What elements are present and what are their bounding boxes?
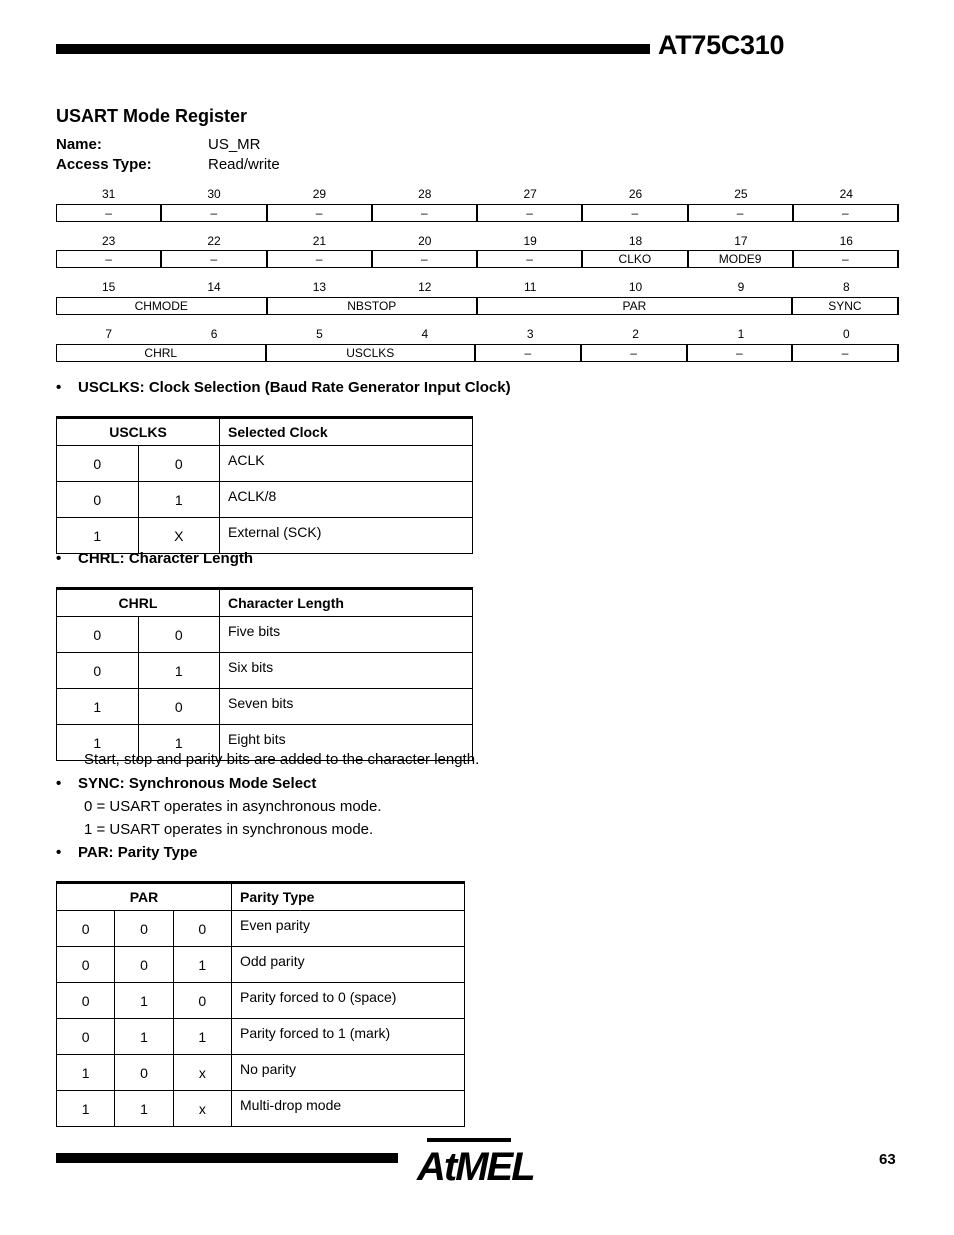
name-label: Name: — [56, 136, 102, 153]
register-field: – — [268, 251, 373, 267]
table-row — [57, 1091, 465, 1127]
bullet-icon: • — [56, 844, 62, 861]
description-cell: Five bits — [220, 617, 473, 653]
bit-value-cell: 0 — [57, 617, 139, 653]
bit-value-cell: 1 — [173, 947, 231, 983]
bit-number: 24 — [839, 187, 853, 201]
register-field: – — [793, 345, 899, 361]
bit-value-cell: 0 — [115, 911, 173, 947]
table-header-row — [57, 883, 465, 911]
bit-value-cell: 0 — [115, 1055, 173, 1091]
register-field: – — [794, 205, 899, 221]
bit-number: 17 — [734, 234, 748, 248]
description-cell: Parity forced to 1 (mark) — [232, 1019, 465, 1055]
bit-number: 6 — [210, 327, 218, 341]
register-field-row — [56, 297, 899, 315]
table-row — [57, 653, 473, 689]
bit-value-cell: 0 — [138, 617, 220, 653]
bit-number: 3 — [526, 327, 534, 341]
table-row — [57, 617, 473, 653]
bit-value-cell: 0 — [57, 911, 115, 947]
bit-value-cell: 1 — [173, 1019, 231, 1055]
bit-number: 11 — [523, 280, 537, 294]
bit-value-cell: 1 — [57, 689, 139, 725]
register-field: – — [268, 205, 373, 221]
bit-value-cell: 1 — [57, 518, 139, 554]
bit-number: 28 — [418, 187, 432, 201]
table-row — [57, 689, 473, 725]
usclks-column-header: USCLKS — [57, 418, 220, 446]
description-cell: Parity forced to 0 (space) — [232, 983, 465, 1019]
description-cell: No parity — [232, 1055, 465, 1091]
bit-number: 1 — [737, 327, 745, 341]
bit-value-cell: 1 — [115, 1019, 173, 1055]
register-field: PAR — [478, 298, 793, 314]
register-field: – — [57, 205, 162, 221]
bit-value-cell: 0 — [138, 689, 220, 725]
bit-value-cell: 1 — [138, 482, 220, 518]
bit-number: 22 — [207, 234, 221, 248]
bit-value-cell: 0 — [138, 446, 220, 482]
description-cell: External (SCK) — [220, 518, 473, 554]
bit-value-cell: 1 — [138, 725, 220, 761]
bit-number: 9 — [737, 280, 745, 294]
usclks-heading-text: USCLKS: Clock Selection (Baud Rate Generator Input Clock) — [78, 379, 511, 396]
selected-clock-column-header: Selected Clock — [220, 418, 473, 446]
bit-value-cell: 0 — [57, 482, 139, 518]
description-cell: ACLK/8 — [220, 482, 473, 518]
table-row — [57, 983, 465, 1019]
register-field: – — [373, 205, 478, 221]
register-field: – — [476, 345, 582, 361]
bit-value-cell: 1 — [57, 1091, 115, 1127]
bit-number: 26 — [628, 187, 643, 201]
bit-number: 8 — [842, 280, 850, 294]
name-value: US_MR — [208, 136, 261, 153]
bit-number: 18 — [628, 234, 643, 248]
table-row — [57, 911, 465, 947]
bit-number: 4 — [421, 327, 429, 341]
register-field: – — [162, 205, 267, 221]
register-field-row — [56, 344, 899, 362]
bit-number: 2 — [632, 327, 639, 341]
bit-value-cell: 1 — [115, 983, 173, 1019]
register-field: USCLKS — [267, 345, 477, 361]
register-field: CLKO — [583, 251, 688, 267]
bit-value-cell: X — [138, 518, 220, 554]
bit-number: 20 — [418, 234, 432, 248]
table-row — [57, 947, 465, 983]
description-cell: Six bits — [220, 653, 473, 689]
chrl-heading — [56, 550, 253, 567]
bit-number: 0 — [842, 327, 850, 341]
header-rule — [56, 44, 650, 54]
bit-number: 19 — [523, 234, 537, 248]
bit-number: 21 — [312, 234, 327, 248]
register-field: – — [478, 205, 583, 221]
bit-number: 30 — [207, 187, 221, 201]
bit-value-cell: x — [173, 1091, 231, 1127]
bit-value-cell: 1 — [138, 653, 220, 689]
bit-value-cell: 0 — [57, 653, 139, 689]
register-field: – — [582, 345, 688, 361]
bit-number: 15 — [102, 280, 116, 294]
bit-number: 10 — [628, 280, 643, 294]
usclks-heading — [56, 379, 511, 396]
sync-value-1: 1 = USART operates in synchronous mode. — [84, 821, 374, 838]
chrl-note: Start, stop and parity bits are added to the character length. — [84, 751, 480, 768]
table-row — [57, 446, 473, 482]
page-number: 63 — [879, 1151, 896, 1168]
table-row — [57, 518, 473, 554]
description-cell: ACLK — [220, 446, 473, 482]
par-table — [56, 881, 465, 1127]
register-field: – — [57, 251, 162, 267]
bit-number: 14 — [207, 280, 221, 294]
document-title: AT75C310 — [658, 30, 785, 60]
bit-number: 29 — [312, 187, 327, 201]
bit-number: 25 — [734, 187, 748, 201]
par-column-header: PAR — [57, 883, 232, 911]
register-field: – — [688, 345, 794, 361]
bullet-icon: • — [56, 775, 62, 792]
bit-value-cell: 0 — [57, 983, 115, 1019]
bit-value-cell: 1 — [57, 1055, 115, 1091]
table-header-row — [57, 589, 473, 617]
bit-value-cell: 1 — [115, 1091, 173, 1127]
section-title: USART Mode Register — [56, 106, 248, 126]
bit-number: 31 — [102, 187, 116, 201]
sync-value-0: 0 = USART operates in asynchronous mode. — [84, 798, 382, 815]
register-field: – — [794, 251, 899, 267]
bit-value-cell: x — [173, 1055, 231, 1091]
bit-number-row — [56, 280, 899, 296]
bullet-icon: • — [56, 379, 62, 396]
parity-type-column-header: Parity Type — [232, 883, 465, 911]
bit-value-cell: 0 — [173, 911, 231, 947]
bit-number-row — [56, 234, 899, 250]
par-heading — [56, 844, 197, 861]
bit-number: 12 — [418, 280, 432, 294]
chrl-column-header: CHRL — [57, 589, 220, 617]
bit-value-cell: 0 — [57, 1019, 115, 1055]
table-row — [57, 1055, 465, 1091]
bit-number: 5 — [316, 327, 323, 341]
register-field-row — [56, 250, 899, 268]
register-field: – — [373, 251, 478, 267]
bit-number: 7 — [105, 327, 113, 341]
bullet-icon: • — [56, 550, 62, 567]
character-length-column-header: Character Length — [220, 589, 473, 617]
register-field: – — [583, 205, 688, 221]
bit-number: 23 — [102, 234, 116, 248]
bit-value-cell: 0 — [115, 947, 173, 983]
par-heading-text: PAR: Parity Type — [78, 844, 198, 861]
bit-value-cell: 1 — [57, 725, 139, 761]
table-header-row — [57, 418, 473, 446]
register-field: CHMODE — [57, 298, 268, 314]
atmel-logo — [413, 1136, 534, 1189]
register-field: SYNC — [793, 298, 899, 314]
register-field: NBSTOP — [268, 298, 479, 314]
register-field-row — [56, 204, 899, 222]
bit-number: 27 — [523, 187, 537, 201]
table-row — [57, 1019, 465, 1055]
chrl-table — [56, 587, 473, 761]
access-type-label: Access Type: — [56, 156, 152, 173]
table-row — [57, 482, 473, 518]
register-field: CHRL — [57, 345, 267, 361]
description-cell: Odd parity — [232, 947, 465, 983]
description-cell: Seven bits — [220, 689, 473, 725]
sync-heading — [56, 775, 316, 792]
description-cell: Eight bits — [220, 725, 473, 761]
register-field: – — [162, 251, 267, 267]
register-field: MODE9 — [689, 251, 794, 267]
bit-value-cell: 0 — [57, 446, 139, 482]
description-cell: Multi-drop mode — [232, 1091, 465, 1127]
svg-text:AtMEL: AtMEL — [417, 1145, 534, 1189]
bit-value-cell: 0 — [173, 983, 231, 1019]
bit-number-row — [56, 187, 899, 203]
usclks-table — [56, 416, 473, 554]
access-type-value: Read/write — [208, 156, 280, 173]
register-field: – — [689, 205, 794, 221]
description-cell: Even parity — [232, 911, 465, 947]
bit-value-cell: 0 — [57, 947, 115, 983]
sync-heading-text: SYNC: Synchronous Mode Select — [78, 775, 317, 792]
register-field: – — [478, 251, 583, 267]
bit-number: 13 — [312, 280, 327, 294]
bit-number-row — [56, 327, 899, 343]
chrl-heading-text: CHRL: Character Length — [78, 550, 254, 567]
bit-number: 16 — [839, 234, 853, 248]
footer-rule — [56, 1153, 398, 1163]
